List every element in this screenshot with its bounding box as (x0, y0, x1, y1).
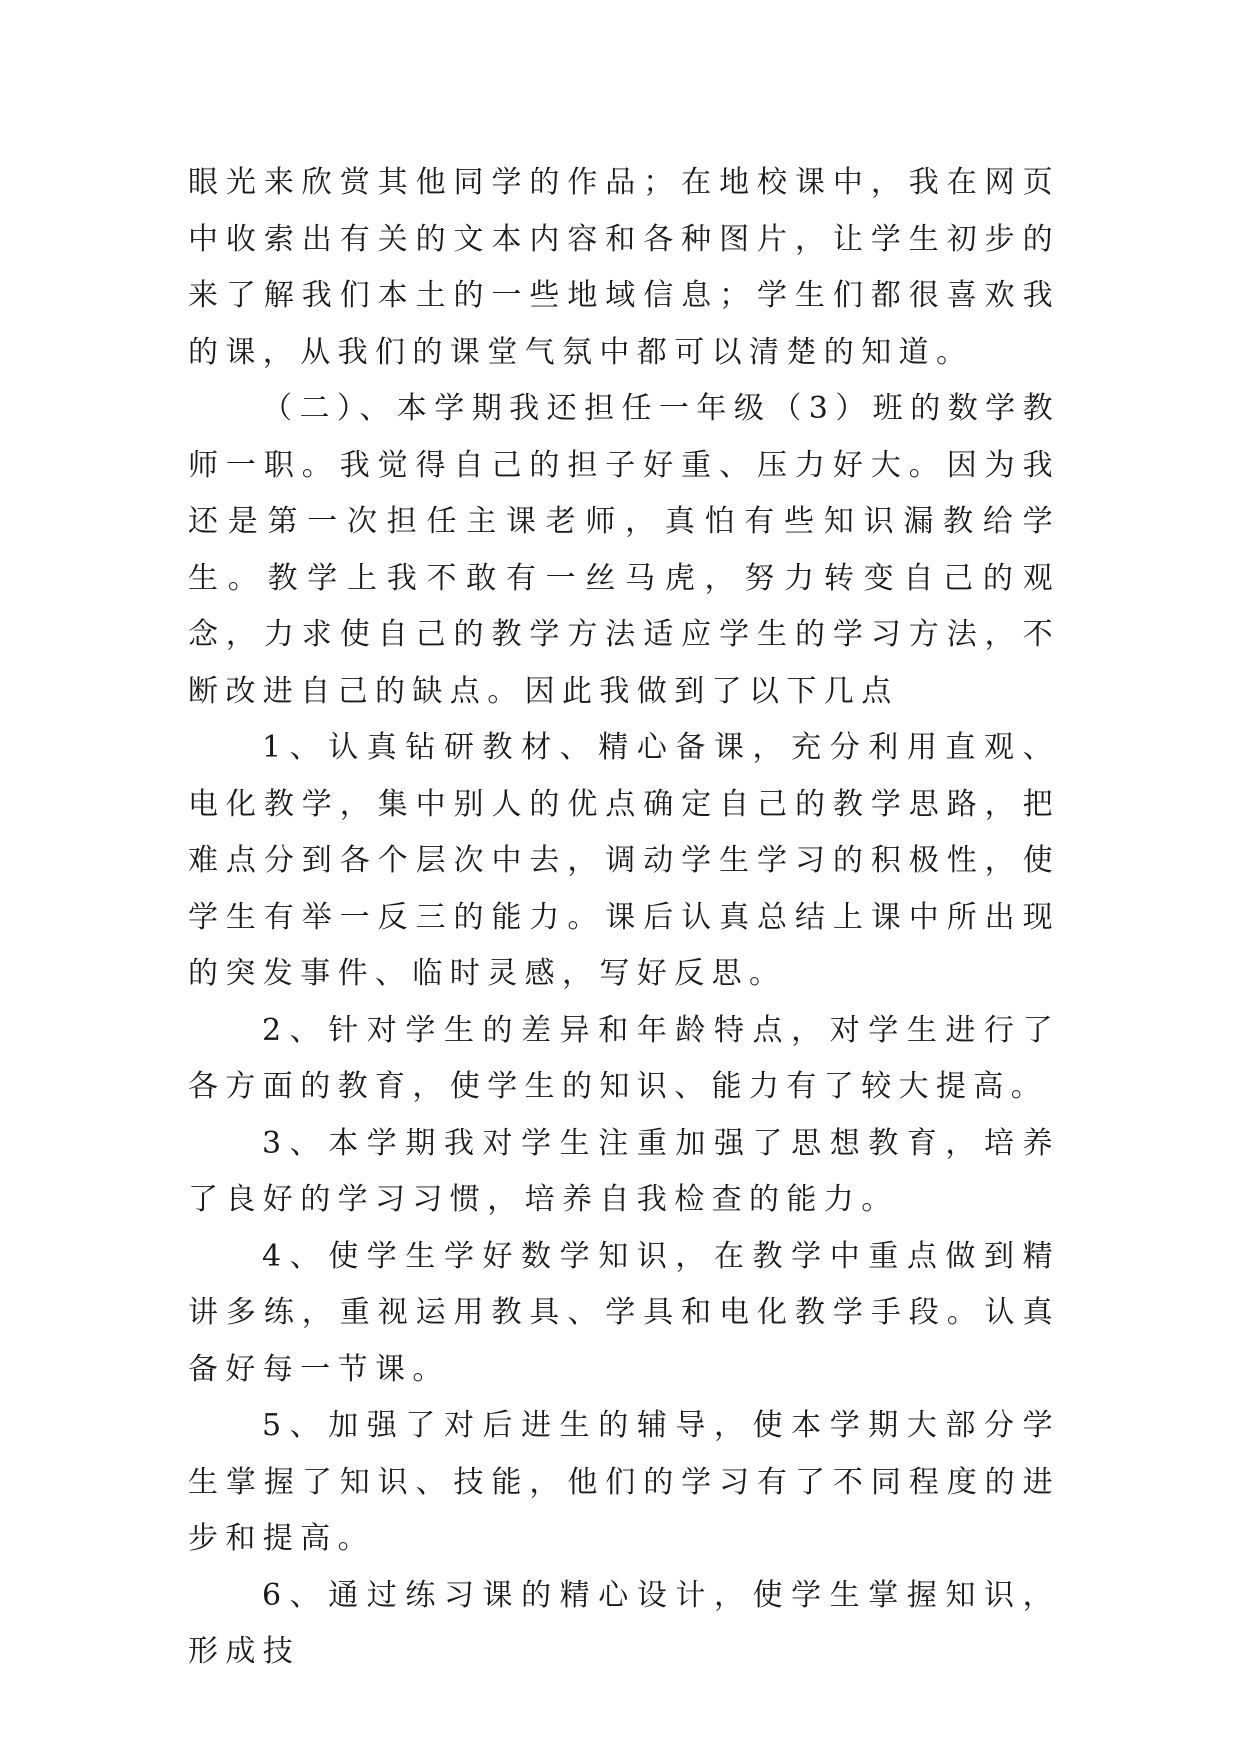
paragraph-item-5: 5、加强了对后进生的辅导，使本学期大部分学生掌握了知识、技能，他们的学习有了不同程度的进步和提高。 (188, 1408, 1060, 1556)
paragraph-continuation: 眼光来欣赏其他同学的作品；在地校课中，我在网页中收索出有关的文本内容和各种图片，让学生初步的来了解我们本土的一些地域信息；学生们都很喜欢我的课，从我们的课堂气氛中都可以清楚的知道。 (188, 165, 1060, 370)
paragraph-item-1: 1、认真钻研教材、精心备课，充分利用直观、电化教学，集中别人的优点确定自己的教学思路，把难点分到各个层次中去，调动学生学习的积极性，使学生有举一反三的能力。课后认真总结上课中所出现的突发事件、临时灵感，写好反思。 (188, 730, 1060, 991)
paragraph-item-6: 6、通过练习课的精心设计，使学生掌握知识，形成技 (188, 1577, 1060, 1669)
paragraph-item-2: 2、针对学生的差异和年龄特点，对学生进行了各方面的教育，使学生的知识、能力有了较大提高。 (188, 1012, 1060, 1104)
document-body (188, 155, 1060, 1681)
paragraph-section-2: （二）、本学期我还担任一年级（3）班的数学教师一职。我觉得自己的担子好重、压力好大。因为我还是第一次担任主课老师，真怕有些知识漏教给学生。教学上我不敢有一丝马虎，努力转变自己的观念，力求使自己的教学方法适应学生的学习方法，不断改进自己的缺点。因此我做到了以下几点 (188, 391, 1060, 709)
paragraph-item-4: 4、使学生学好数学知识，在教学中重点做到精讲多练，重视运用教具、学具和电化教学手段。认真备好每一节课。 (188, 1238, 1060, 1387)
paragraph-item-3: 3、本学期我对学生注重加强了思想教育，培养了良好的学习习惯，培养自我检查的能力。 (188, 1125, 1060, 1217)
